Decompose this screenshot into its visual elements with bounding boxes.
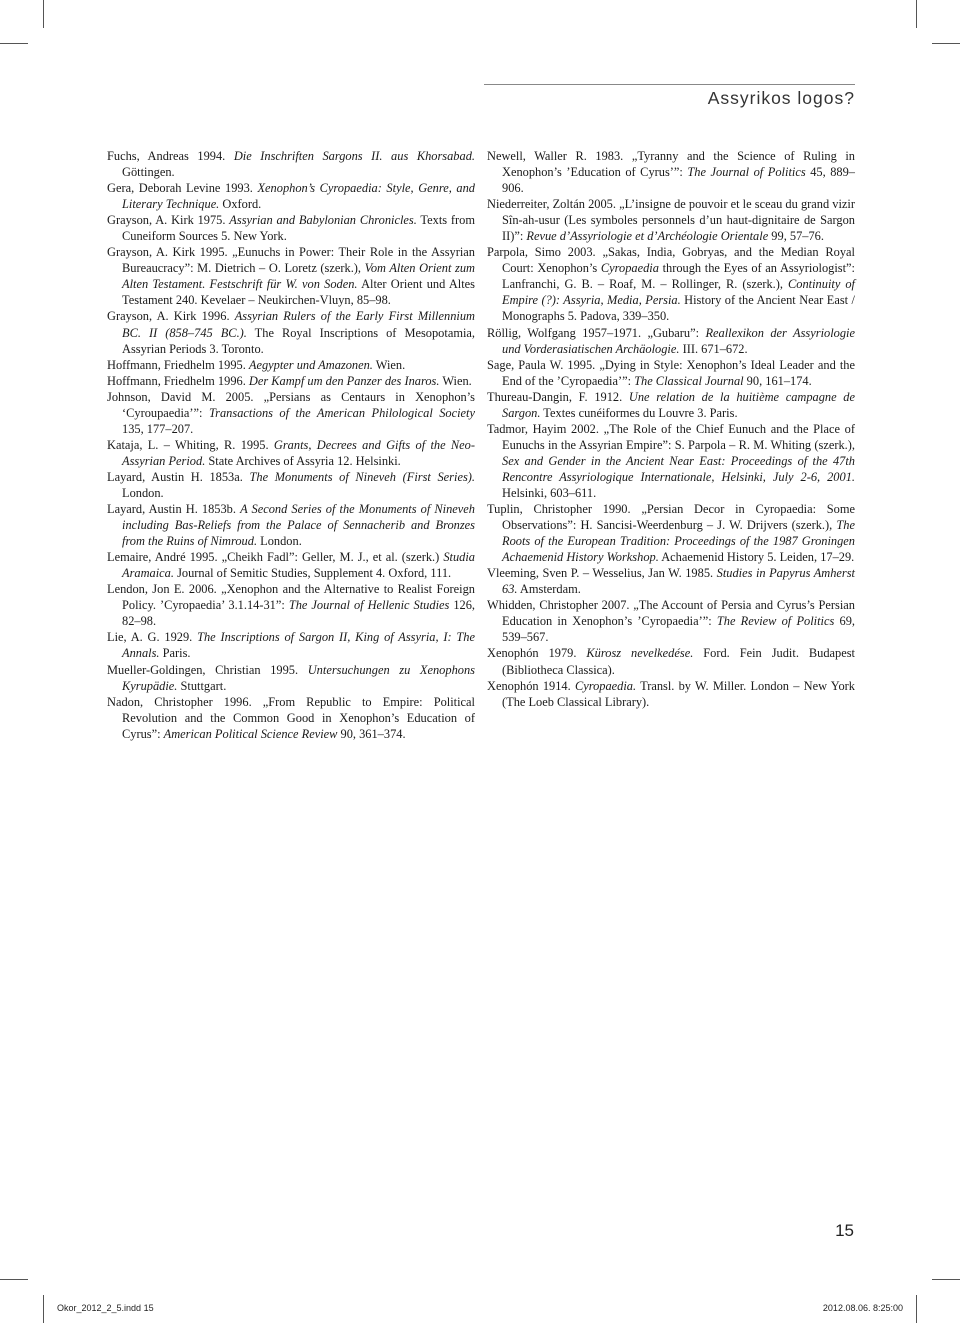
entry-text: London. <box>122 485 164 500</box>
entry-text: Paris. <box>159 646 191 661</box>
entry-title-italic: Aegypter und Amazonen. <box>248 357 373 372</box>
entry-text: Achaemenid History 5. Leiden, 17–29. <box>658 550 855 565</box>
bibliography-entry <box>107 662 475 694</box>
entry-title-italic: Xenophon’s Cyropaedia: Style, Genre, and Literary Technique. <box>122 181 475 212</box>
entry-text: History of the Ancient Near East / Monographs 5. Padova, 339–350. <box>502 293 855 324</box>
entry-title-italic: Grants, Decrees and Gifts of the Neo-Assyrian Period. <box>122 437 475 468</box>
bibliography-entry <box>107 501 475 549</box>
entry-text: Niederreiter, Zoltán 2005. „L’insigne de pouvoir et le sceau du grand vizir Sîn-ah-usur (Les symboles personnels d’un haut-dignitaire de Sargon II)”: <box>487 197 855 244</box>
entry-text: London. <box>257 534 302 549</box>
bibliography-entry <box>487 389 855 421</box>
entry-title-italic: Assyrian and Babylonian Chronicles. <box>229 213 417 228</box>
entry-title-italic: Studies in Papyrus Amherst 63. <box>502 566 855 597</box>
entry-text: Xenophón 1979. <box>487 646 587 661</box>
entry-title-italic: Der Kampf um den Panzer des Inaros. <box>248 373 440 388</box>
bibliography-entry <box>107 549 475 581</box>
bibliography-entry <box>487 148 855 196</box>
entry-title-italic: The Classical Journal <box>634 373 744 388</box>
entry-text: Textes cunéiformes du Louvre 3. Paris. <box>540 405 738 420</box>
entry-title-italic: Une relation de la huitième campagne de Sargon. <box>502 389 855 420</box>
bibliography-right-column <box>487 148 855 710</box>
entry-text: 126, 82–98. <box>122 598 476 629</box>
entry-text: Thureau-Dangin, F. 1912. <box>487 389 629 404</box>
bibliography-entry <box>487 421 855 501</box>
entry-text: Gera, Deborah Levine 1993. <box>107 181 258 196</box>
slug-filename: Okor_2012_2_5.indd 15 <box>57 1303 154 1313</box>
bibliography-entry <box>487 501 855 565</box>
entry-text: Xenophón 1914. <box>487 678 575 693</box>
entry-text: Mueller-Goldingen, Christian 1995. <box>107 662 308 677</box>
entry-text: Grayson, A. Kirk 1995. „Eunuchs in Power: Their Role in the Assyrian Bureaucracy”: M. Dietrich – O. Loretz (szerk.), <box>107 245 475 276</box>
entry-text: through the Eyes of an Assyriologist”: Lanfranchi, G. B. – Roaf, M. – Rollinger, R. (szerk.), <box>502 261 855 292</box>
entry-title-italic: The Roots of the European Tradition: Proceedings of the 1987 Groningen Achaemenid History Workshop. <box>502 518 855 565</box>
entry-text: 90, 361–374. <box>337 726 406 741</box>
entry-text: Lie, A. G. 1929. <box>107 630 198 645</box>
entry-text: 45, 889–906. <box>502 165 856 196</box>
entry-text: Tuplin, Christopher 1990. „Persian Decor in Cyropaedia: Some Observations”: H. Sancisi-Weerdenburg – J. W. Drijvers (szerk.), <box>487 502 855 533</box>
entry-text: Fuchs, Andreas 1994. <box>107 149 234 163</box>
crop-mark <box>43 0 44 28</box>
entry-text: 69, 539–567. <box>502 614 855 645</box>
entry-text: III. 671–672. <box>679 341 748 356</box>
entry-title-italic: Assyrian Rulers of the Early First Millennium BC. II (858–745 BC.). <box>122 309 475 340</box>
page-number: 15 <box>835 1221 854 1240</box>
bibliography-entry <box>107 148 475 180</box>
crop-mark <box>43 1295 44 1323</box>
entry-text: Hoffmann, Friedhelm 1995. <box>107 357 249 372</box>
entry-title-italic: Vom Alten Orient zum Alten Testament. Festschrift für W. von Soden. <box>122 261 476 292</box>
entry-text: Transl. by W. Miller. London – New York (The Loeb Classical Library). <box>502 678 855 709</box>
bibliography-entry <box>107 694 475 742</box>
entry-title-italic: The Monuments of Nineveh (First Series). <box>249 469 475 484</box>
entry-title-italic: Die Inschriften Sargons II. aus Khorsabad. <box>233 149 475 163</box>
bibliography-left-column <box>107 148 475 742</box>
bibliography-entry <box>107 212 475 244</box>
entry-text: Alter Orient und Altes Testament 240. Kevelaer – Neukirchen-Vluyn, 85–98. <box>122 277 475 308</box>
entry-text: Amsterdam. <box>517 582 581 597</box>
entry-text: Nadon, Christopher 1996. „From Republic to Empire: Political Revolution and the Common Good in Xenophon’s Education of Cyrus”: <box>107 694 475 741</box>
entry-text: Lendon, Jon E. 2006. „Xenophon and the Alternative to Realist Foreign Policy. ’Cyropaedia’ 3.1.14-31”: <box>107 582 475 613</box>
bibliography-entry <box>487 244 855 324</box>
crop-mark <box>932 43 960 44</box>
entry-text: 99, 57–76. <box>768 229 824 244</box>
bibliography-entry <box>487 196 855 244</box>
entry-text: Hoffmann, Friedhelm 1996. <box>107 373 249 388</box>
entry-text: 90, 161–174. <box>743 373 812 388</box>
bibliography-entry <box>107 244 475 308</box>
header-title: Assyrikos logos? <box>707 88 855 108</box>
entry-text: Oxford. <box>219 197 262 212</box>
entry-text: Sage, Paula W. 1995. „Dying in Style: Xenophon’s Ideal Leader and the End of the ’Cyropaedia’”: <box>487 357 855 388</box>
entry-text: 135, 177–207. <box>122 421 194 436</box>
entry-title-italic: Cyropaedia <box>600 261 659 276</box>
bibliography-entry <box>487 565 855 597</box>
bibliography-entry <box>107 357 475 373</box>
entry-text: Whidden, Christopher 2007. „The Account of Persia and Cyrus’s Persian Education in Xenophon’s ’Cyropaedia’”: <box>487 598 855 629</box>
entry-text: Wien. <box>372 357 406 372</box>
entry-text: Röllig, Wolfgang 1957–1971. „Gubaru”: <box>487 325 706 340</box>
bibliography-entry <box>487 597 855 645</box>
bibliography-entry <box>487 325 855 357</box>
entry-text: Lemaire, André 1995. „Cheikh Fadl”: Geller, M. J., et al. (szerk.) <box>107 550 444 565</box>
crop-mark <box>916 0 917 28</box>
bibliography-entry <box>487 678 855 710</box>
entry-title-italic: A Second Series of the Monuments of Nineveh including Bas-Reliefs from the Palace of Sennacherib and Bronzes from the Ruins of Nimroud. <box>122 502 475 549</box>
entry-text: Kataja, L. – Whiting, R. 1995. <box>107 437 274 452</box>
crop-mark <box>916 1295 917 1323</box>
crop-mark <box>0 1279 28 1280</box>
entry-text: Texts from Cuneiform Sources 5. New York. <box>122 213 475 244</box>
bibliography-entry <box>107 437 475 469</box>
entry-title-italic: Continuity of Empire (?): Assyria, Media, Persia. <box>502 277 855 308</box>
crop-mark <box>0 43 28 44</box>
entry-title-italic: The Review of Politics <box>716 614 835 629</box>
bibliography-entry <box>487 645 855 677</box>
bibliography-entry <box>107 373 475 389</box>
bibliography-entry <box>107 469 475 501</box>
entry-title-italic: The Journal of Hellenic Studies <box>288 598 450 613</box>
entry-text: Wien. <box>439 373 472 388</box>
entry-text: Grayson, A. Kirk 1996. <box>107 309 235 324</box>
entry-text: Ford. Fein Judit. Budapest (Bibliotheca Classica). <box>502 646 855 677</box>
entry-text: Journal of Semitic Studies, Supplement 4. Oxford, 111. <box>173 566 452 581</box>
entry-text: The Royal Inscriptions of Mesopotamia, Assyrian Periods 3. Toronto. <box>122 325 475 356</box>
crop-mark <box>932 1279 960 1280</box>
entry-text: Göttingen. <box>122 165 175 180</box>
entry-title-italic: The Journal of Politics <box>687 165 806 180</box>
entry-title-italic: Sex and Gender in the Ancient Near East: Proceedings of the 47th Rencontre Assyriologique Internationale, Helsinki, July 2-6, 2001. <box>502 453 855 484</box>
entry-text: State Archives of Assyria 12. Helsinki. <box>205 453 401 468</box>
entry-title-italic: Reallexikon der Assyriologie und Vorderasiatischen Archäologie. <box>502 325 855 356</box>
entry-title-italic: American Political Science Review <box>163 726 338 741</box>
entry-title-italic: Cyropaedia. <box>574 678 637 693</box>
entry-title-italic: The Inscriptions of Sargon II, King of Assyria, I: The Annals. <box>122 630 475 661</box>
entry-text: Layard, Austin H. 1853a. <box>107 469 250 484</box>
bibliography-entry <box>487 357 855 389</box>
entry-text: Vleeming, Sven P. – Wesselius, Jan W. 1985. <box>487 566 717 581</box>
entry-title-italic: Studia Aramaica. <box>122 550 475 581</box>
entry-text: Parpola, Simo 2003. „Sakas, India, Gobryas, and the Median Royal Court: Xenophon’s <box>487 245 855 276</box>
bibliography-entry <box>107 308 475 356</box>
entry-title-italic: Kürosz nevelkedése. <box>586 646 694 661</box>
entry-text: Helsinki, 603–611. <box>502 485 597 500</box>
entry-text: Johnson, David M. 2005. „Persians as Centaurs in Xenophon’s ‘Cyroupaedia’”: <box>107 389 475 420</box>
bibliography-entry <box>107 581 475 629</box>
slug-datetime: 2012.08.06. 8:25:00 <box>822 1303 903 1313</box>
entry-title-italic: Untersuchungen zu Xenophons Kyrupädie. <box>122 662 475 693</box>
bibliography-entry <box>107 629 475 661</box>
running-header <box>484 84 855 108</box>
entry-text: Layard, Austin H. 1853b. <box>107 502 241 517</box>
entry-text: Stuttgart. <box>177 678 227 693</box>
entry-text: Newell, Waller R. 1983. „Tyranny and the Science of Ruling in Xenophon’s ’Education of Cyrus’”: <box>487 149 855 180</box>
entry-text: Tadmor, Hayim 2002. „The Role of the Chief Eunuch and the Place of Eunuchs in the Assyrian Empire”: S. Parpola – R. M. Whiting (szerk.), <box>487 421 855 452</box>
entry-title-italic: Revue d’Assyriologie et d’Archéologie Orientale <box>526 229 769 244</box>
bibliography-entry <box>107 180 475 212</box>
bibliography-entry <box>107 389 475 437</box>
entry-title-italic: Transactions of the American Philological Society <box>208 405 475 420</box>
entry-text: Grayson, A. Kirk 1975. <box>107 213 230 228</box>
